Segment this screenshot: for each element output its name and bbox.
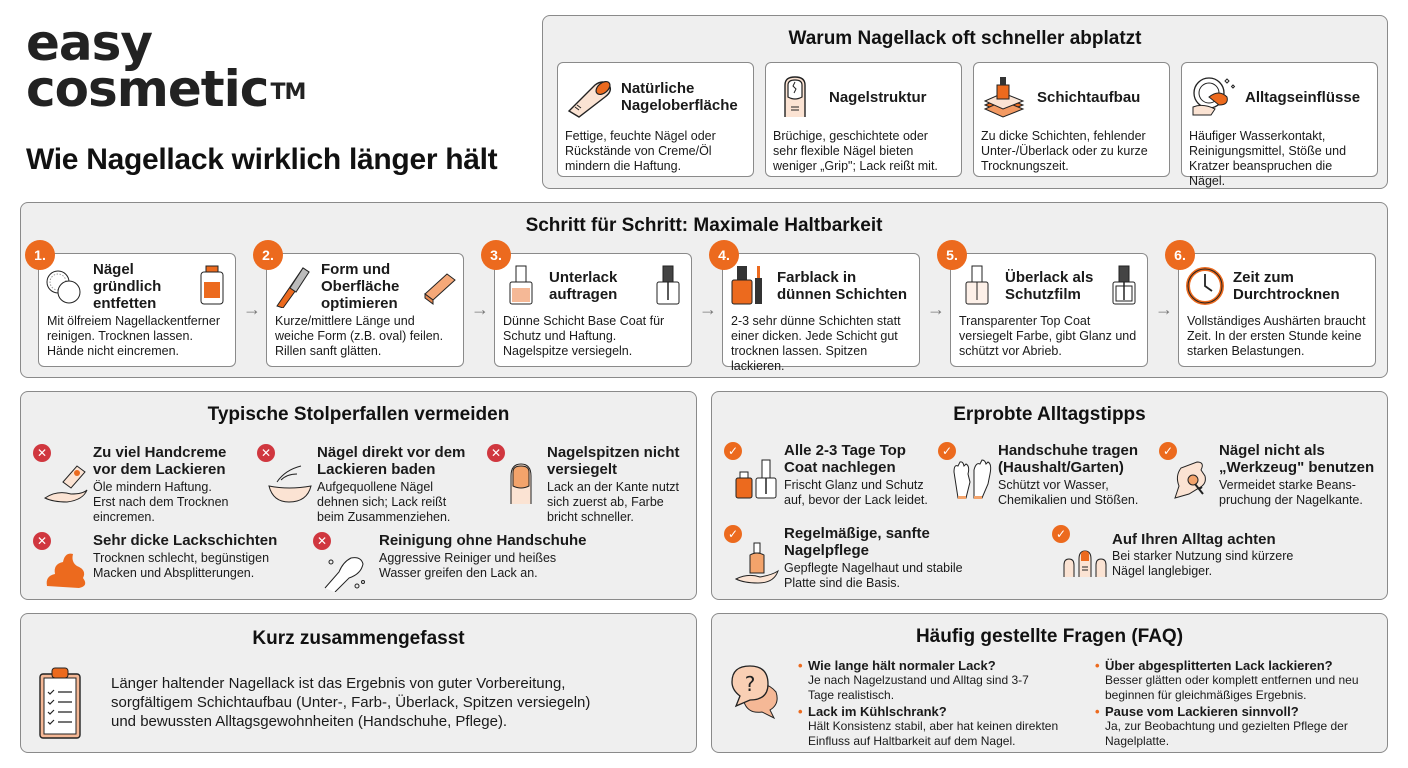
steps-panel <box>20 202 1388 378</box>
why-card-desc: Zu dicke Schichten, fehlender Unter-/Überlack oder zu kurze Trocknungszeit. <box>981 129 1148 173</box>
remover-bottle-icon <box>195 264 229 308</box>
step-badge: 2. <box>253 240 283 270</box>
faq-item <box>798 704 1098 748</box>
pitfall-desc: Trocknen schlecht, begünstigen Macken und Absplitterungen. <box>93 551 270 580</box>
step-4-card <box>718 247 920 373</box>
clear-polish-bottle-icon <box>651 264 685 308</box>
tip-desc: Schützt vor Wasser, Chemikalien und Stößen. <box>998 478 1139 507</box>
pitfall-desc: Lack an der Kante nutzt sich zuerst ab, Farbe bricht schneller. <box>547 480 680 524</box>
why-card-desc: Häufiger Wasserkontakt, Reinigungsmittel, Stöße und Kratzer beanspruchen die Nägel. <box>1189 129 1347 188</box>
step-2-card <box>262 247 464 367</box>
pitfall-desc: Aufgequollene Nägel dehnen sich; Lack reißt beim Zusammenziehen. <box>317 480 451 524</box>
pitfall-desc: Öle mindern Haftung. Erst nach dem Trocknen eincremen. <box>93 480 229 524</box>
page-title: Wie Nagellack wirklich länger hält <box>26 143 498 176</box>
arrow-icon: → <box>1155 299 1173 319</box>
step-badge: 5. <box>937 240 967 270</box>
tip-desc: Frischt Glanz und Schutz auf, bevor der Lack leidet. <box>784 478 928 507</box>
step-6-card <box>1174 247 1376 367</box>
brand-logo <box>26 14 306 118</box>
error-x-icon: ✕ <box>487 444 505 462</box>
step-badge: 4. <box>709 240 739 270</box>
pitfall-title: Nagelspitzen nicht versiegelt <box>547 444 680 478</box>
step-badge: 3. <box>481 240 511 270</box>
step-1-card <box>34 247 236 367</box>
faq-question: • Pause vom Lackieren sinnvoll? <box>1095 704 1385 719</box>
why-card-surface <box>557 62 754 177</box>
faq-item <box>1095 704 1385 748</box>
steps-title: Schritt für Schritt: Maximale Haltbarkeit <box>525 215 883 236</box>
cracked-nail-icon <box>773 75 823 119</box>
summary-panel <box>20 613 697 753</box>
arrow-icon: → <box>927 299 945 319</box>
tip-item <box>1052 525 1352 595</box>
arrow-icon: → <box>471 299 489 319</box>
pitfall-title: Reinigung ohne Handschuhe <box>379 532 587 549</box>
checkmark-icon: ✓ <box>724 442 742 460</box>
color-polish-icon <box>729 264 769 308</box>
pitfalls-panel <box>20 391 697 600</box>
tip-title: Regelmäßige, sanfte Nagelpflege <box>784 525 930 559</box>
summary-text: Länger haltender Nagellack ist das Ergebnis von guter Vorbereitung, sorgfältigem Schichtaufbau (Unter-, Farb-, Überlack, Spitzen versiegeln) und bewussten Alltagsgewohnheiten (Handschuhe, Pflege). <box>111 675 591 730</box>
why-card-layers <box>973 62 1170 177</box>
why-card-desc: Fettige, feuchte Nägel oder Rückstände von Creme/Öl mindern die Haftung. <box>565 129 716 173</box>
why-card-title: Natürliche Nageloberfläche <box>621 80 738 114</box>
pitfall-title: Sehr dicke Lackschichten <box>93 532 278 549</box>
why-card-desc: Brüchige, geschichtete oder sehr flexible Nägel bieten weniger „Grip"; Lack reißt mit. <box>773 129 938 173</box>
step-title: Zeit zum Durchtrocknen <box>1233 269 1340 303</box>
hand-key-icon <box>1169 458 1215 502</box>
tips-panel <box>711 391 1388 600</box>
why-card-title: Schichtaufbau <box>1037 88 1141 106</box>
base-coat-bottle-icon <box>501 264 541 308</box>
step-title: Form und Oberfläche optimieren <box>321 260 400 312</box>
top-coat-bottles-icon <box>734 458 780 502</box>
error-x-icon: ✕ <box>313 532 331 550</box>
tip-desc: Gepflegte Nagelhaut und stabile Platte sind die Basis. <box>784 561 963 590</box>
tip-desc: Vermeidet starke Beans- pruchung der Nagelkante. <box>1219 478 1363 507</box>
why-panel <box>542 15 1388 189</box>
gloves-icon <box>948 458 994 502</box>
tip-title: Handschuhe tragen (Haushalt/Garten) <box>998 442 1139 476</box>
tip-item <box>938 442 1158 512</box>
step-title: Unterlack auftragen <box>549 269 618 303</box>
tip-title: Nägel nicht als „Werkzeug" benutzen <box>1219 442 1375 476</box>
pitfall-title: Nägel direkt vor dem Lackieren baden <box>317 444 466 478</box>
buffer-block-icon <box>423 264 457 308</box>
why-card-title: Alltagseinflüsse <box>1245 88 1361 106</box>
nail-file-icon <box>273 264 313 308</box>
step-desc: Kurze/mittlere Länge und weiche Form (z.B. oval) feilen. Rillen sanft glätten. <box>275 314 444 358</box>
tip-item <box>1159 442 1384 512</box>
checkmark-icon: ✓ <box>938 442 956 460</box>
shiny-bottle-icon <box>1107 264 1141 308</box>
why-title: Warum Nagellack oft schneller abplatzt <box>788 28 1142 49</box>
step-title: Überlack als Schutzfilm <box>1005 269 1094 303</box>
cuticle-oil-icon <box>734 541 780 585</box>
tip-desc: Bei starker Nutzung sind kürzere Nägel langlebiger. <box>1112 549 1294 578</box>
tip-title: Alle 2-3 Tage Top Coat nachlegen <box>784 442 906 476</box>
faq-title: Häufig gestellte Fragen (FAQ) <box>915 626 1184 647</box>
tip-title: Auf Ihren Alltag achten <box>1112 531 1276 548</box>
short-nails-icon <box>1062 537 1108 581</box>
step-desc: Transparenter Top Coat versiegelt Farbe, gibt Glanz und schützt vor Abrieb. <box>959 314 1137 358</box>
brand-line-1: easy <box>26 14 153 72</box>
step-title: Nägel gründlich entfetten <box>93 260 162 312</box>
faq-question: • Über abgesplitterten Lack lackieren? <box>1095 658 1385 673</box>
pitfall-item <box>33 532 293 592</box>
pitfall-title: Zu viel Handcreme vor dem Lackieren <box>93 444 227 478</box>
pitfall-item <box>33 444 253 524</box>
summary-title: Kurz zusammengefasst <box>252 628 465 649</box>
pitfall-desc: Aggressive Reiniger und heißes Wasser greifen den Lack an. <box>379 551 557 580</box>
arrow-icon: → <box>243 299 261 319</box>
step-badge: 1. <box>25 240 55 270</box>
faq-question: • Lack im Kühlschrank? <box>798 704 1098 719</box>
trademark: TM <box>270 80 306 105</box>
pitfall-item <box>257 444 477 524</box>
error-x-icon: ✕ <box>257 444 275 462</box>
checkmark-icon: ✓ <box>1052 525 1070 543</box>
why-card-daily <box>1181 62 1378 188</box>
cotton-pads-icon <box>45 264 85 308</box>
faq-item <box>798 658 1068 702</box>
pitfall-item <box>313 532 613 592</box>
checkmark-icon: ✓ <box>724 525 742 543</box>
step-desc: Dünne Schicht Base Coat für Schutz und Haftung. Nagelspitze versiegeln. <box>503 314 665 358</box>
tips-title: Erprobte Alltagstipps <box>953 404 1146 425</box>
clock-icon <box>1185 264 1225 308</box>
faq-answer: Je nach Nagelzustand und Alltag sind 3-7 Tage realistisch. <box>808 673 1029 702</box>
clipboard-checklist-icon <box>38 664 82 740</box>
svg-text:?: ? <box>744 672 756 696</box>
unsealed-nail-icon <box>497 460 543 504</box>
question-bubbles-icon <box>726 660 782 720</box>
step-5-card <box>946 247 1148 367</box>
layers-bottle-icon <box>981 75 1031 119</box>
pitfall-item <box>487 444 687 524</box>
nail-bath-icon <box>267 460 313 504</box>
faq-answer: Ja, zur Beobachtung und gezielten Pflege der Nagelplatte. <box>1105 719 1348 748</box>
pitfalls-title: Typische Stolperfallen vermeiden <box>207 404 510 425</box>
error-x-icon: ✕ <box>33 444 51 462</box>
step-3-card <box>490 247 692 367</box>
step-desc: 2-3 sehr dünne Schichten statt einer dicken. Jede Schicht gut trocknen lassen. Spitzen lackieren. <box>731 314 901 373</box>
step-title: Farblack in dünnen Schichten <box>777 269 908 303</box>
top-coat-bottle-icon <box>957 264 997 308</box>
faq-answer: Hält Konsistenz stabil, aber hat keinen direkten Einfluss auf Haltbarkeit auf dem Nagel. <box>808 719 1059 748</box>
why-card-title: Nagelstruktur <box>829 88 927 106</box>
tip-item <box>724 525 994 595</box>
washing-hand-icon <box>321 548 367 592</box>
step-badge: 6. <box>1165 240 1195 270</box>
checkmark-icon: ✓ <box>1159 442 1177 460</box>
step-desc: Vollständiges Aushärten braucht Zeit. In der ersten Stunde keine starken Belastungen. <box>1187 314 1366 358</box>
faq-answer: Besser glätten oder komplett entfernen und neu beginnen für gleichmäßiges Ergebnis. <box>1105 673 1359 702</box>
brand-line-2: cosmetic <box>26 60 269 118</box>
faq-item <box>1095 658 1385 702</box>
step-desc: Mit ölfreiem Nagellackentferner reinigen. Trocknen lassen. Hände nicht eincremen. <box>47 314 220 358</box>
faq-question: • Wie lange hält normaler Lack? <box>798 658 1068 673</box>
arrow-icon: → <box>699 299 717 319</box>
faq-panel <box>711 613 1388 753</box>
tip-item <box>724 442 939 512</box>
hand-cream-icon <box>43 460 89 504</box>
error-x-icon: ✕ <box>33 532 51 550</box>
thick-blob-icon <box>43 548 89 592</box>
why-card-structure <box>765 62 962 177</box>
dishwashing-hand-icon <box>1189 75 1239 119</box>
painted-finger-icon <box>565 75 615 119</box>
